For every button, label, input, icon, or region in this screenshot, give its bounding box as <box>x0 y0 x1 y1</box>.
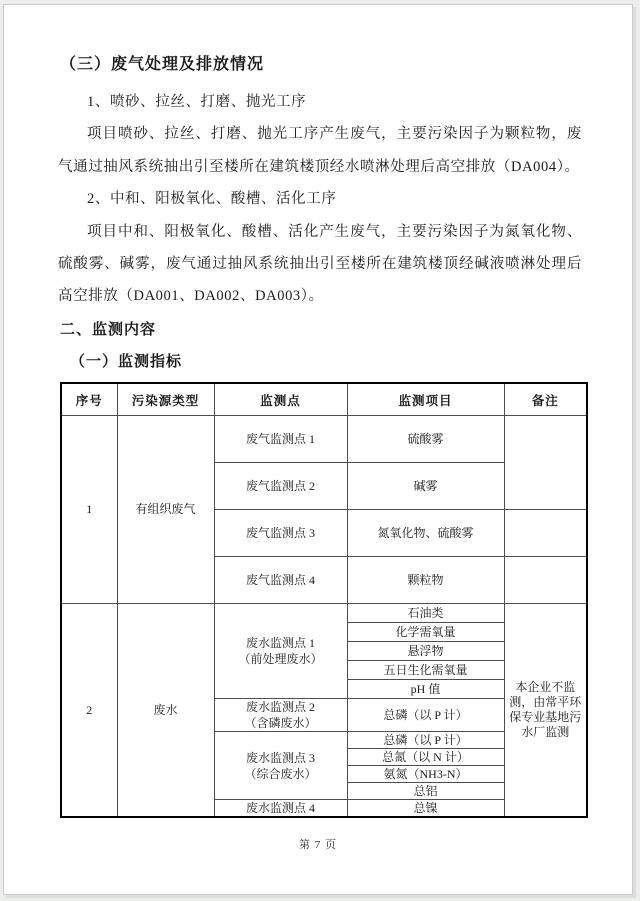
table-row <box>61 604 587 623</box>
document-page <box>3 4 633 895</box>
table-row <box>61 416 587 463</box>
monitor-item-cell: 总磷（以 P 计） <box>347 699 504 732</box>
heading-waste-gas-treatment: （三）废气处理及排放情况 <box>60 56 265 73</box>
source-type-cell-water: 废水 <box>117 604 214 817</box>
monitor-point-cell <box>214 732 347 800</box>
col-header-seq: 序号 <box>61 383 117 416</box>
col-header-remark: 备注 <box>504 383 587 416</box>
monitor-point-cell: 废水监测点 4 <box>214 800 347 817</box>
monitor-point-cell: 废气监测点 4 <box>214 557 347 604</box>
monitor-point-cell: 废气监测点 1 <box>214 416 347 463</box>
monitor-point-cell: 废气监测点 3 <box>214 510 347 557</box>
monitor-item-cell: 总磷（以 P 计） <box>347 732 504 749</box>
monitor-point-label: 废水监测点 1 <box>245 636 315 651</box>
monitor-item-cell: 悬浮物 <box>347 642 504 661</box>
monitor-point-sublabel: （含磷废水） <box>244 716 317 731</box>
process1-subheading: 1、喷砂、拉丝、打磨、抛光工序 <box>87 94 307 110</box>
page-number-footer: 第 7 页 <box>299 839 337 851</box>
seq-cell-gas: 1 <box>61 416 117 604</box>
monitor-item-cell: 氨氮（NH3-N） <box>347 766 504 783</box>
remark-cell-empty <box>504 557 587 604</box>
monitor-item-cell: pH 值 <box>347 680 504 699</box>
monitor-item-cell: 颗粒物 <box>347 557 504 604</box>
monitor-item-cell: 石油类 <box>347 604 504 623</box>
monitor-point-label: 废水监测点 2 <box>245 700 315 715</box>
monitor-item-cell: 碱雾 <box>347 463 504 510</box>
remark-cell-empty <box>504 510 587 557</box>
monitor-item-cell: 总镍 <box>347 800 504 817</box>
remark-cell-water: 本企业不监测，由常平环保专业基地污水厂监测 <box>504 604 587 817</box>
table-header-row <box>61 383 587 416</box>
col-header-source-type: 污染源类型 <box>117 383 214 416</box>
monitor-item-cell: 氮氧化物、硫酸雾 <box>347 510 504 557</box>
col-header-monitor-point: 监测点 <box>214 383 347 416</box>
remark-cell-empty <box>504 416 587 510</box>
source-type-cell-gas: 有组织废气 <box>117 416 214 604</box>
heading-monitoring-indicators: （一）监测指标 <box>70 353 183 370</box>
monitor-point-cell: 废气监测点 2 <box>214 463 347 510</box>
process2-paragraph: 项目中和、阳极氧化、酸槽、活化产生废气，主要污染因子为氮氧化物、硫酸雾、碱雾，废气通过抽风系统抽出引至楼所在建筑楼顶经碱液喷淋处理后高空排放（DA001、DA002、DA003）。 <box>58 223 582 305</box>
monitor-item-cell: 总铝 <box>347 783 504 800</box>
monitor-point-sublabel: （综合废水） <box>244 766 317 781</box>
monitor-point-sublabel: （前处理废水） <box>238 652 323 667</box>
monitor-point-label: 废水监测点 3 <box>245 750 315 765</box>
process2-subheading: 2、中和、阳极氧化、酸槽、活化工序 <box>87 191 337 208</box>
col-header-monitor-item: 监测项目 <box>347 383 504 416</box>
monitor-item-cell: 五日生化需氧量 <box>347 661 504 680</box>
heading-monitoring-content: 二、监测内容 <box>60 321 157 338</box>
monitor-point-cell <box>214 699 347 732</box>
monitor-item-cell: 硫酸雾 <box>347 416 504 463</box>
monitor-point-cell <box>214 604 347 699</box>
seq-cell-water: 2 <box>61 604 117 817</box>
page-content <box>4 5 632 818</box>
monitor-item-cell: 总氮（以 N 计） <box>347 749 504 766</box>
monitoring-indicators-table <box>60 382 588 818</box>
monitor-item-cell: 化学需氧量 <box>347 623 504 642</box>
process1-paragraph: 项目喷砂、拉丝、打磨、抛光工序产生废气，主要污染因子为颗粒物，废气通过抽风系统抽出引至楼所在建筑楼顶经水喷淋处理后高空排放（DA004）。 <box>58 126 582 175</box>
